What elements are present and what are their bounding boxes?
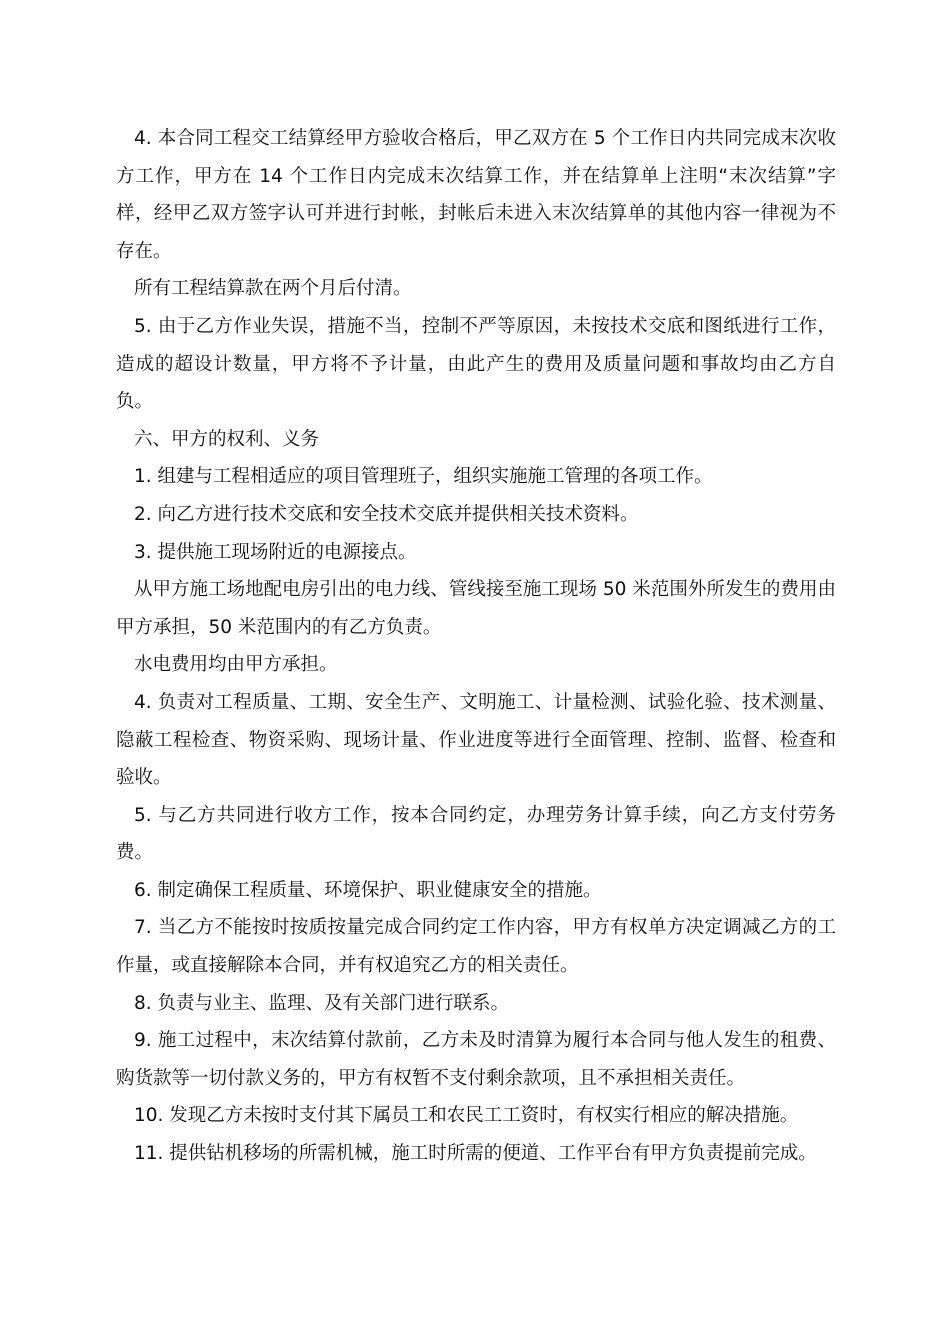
paragraph-utilities: 水电费用均由甲方承担。: [134, 654, 338, 676]
paragraph-item-7: 7. 当乙方不能按时按质按量完成合同约定工作内容，甲方有权单方决定调减乙方的工作量，或直接解除本合同，并有权追究乙方的相关责任。: [116, 917, 836, 977]
paragraph-item-3: 3. 提供施工现场附近的电源接点。: [134, 541, 417, 563]
paragraph-payment-term: 所有工程结算款在两个月后付清。: [134, 278, 412, 300]
paragraph-power-line: 从甲方施工场地配电房引出的电力线、管线接至施工现场 50 米范围外所发生的费用由甲方承担，50 米范围内的有乙方负责。: [116, 579, 836, 638]
paragraph-final-settlement: 4. 本合同工程交工结算经甲方验收合格后，甲乙双方在 5 个工作日内共同完成末次收方工作，甲方在 14 个工作日内完成末次结算工作，并在结算单上注明“末次结算”字样，经甲乙双方签字认可并进行封帐，封帐后未进入末次结算单的其他内容一律视为不存在。: [116, 128, 836, 262]
paragraph-item-4: 4. 负责对工程质量、工期、安全生产、文明施工、计量检测、试验化验、技术测量、隐蔽工程检查、物资采购、现场计量、作业进度等进行全面管理、控制、监督、检查和验收。: [116, 691, 836, 789]
paragraph-item-10: 10. 发现乙方未按时支付其下属员工和农民工工资时，有权实行相应的解决措施。: [134, 1105, 799, 1127]
paragraph-item-9: 9. 施工过程中，末次结算付款前，乙方未及时清算为履行本合同与他人发生的租费、购货款等一切付款义务的，甲方有权暂不支付剩余款项，且不承担相关责任。: [116, 1030, 836, 1089]
paragraph-item-5: 5. 与乙方共同进行收方工作，按本合同约定，办理劳务计算手续，向乙方支付劳务费。: [116, 804, 836, 864]
paragraph-item-8: 8. 负责与业主、监理、及有关部门进行联系。: [134, 992, 510, 1014]
document-body: [116, 120, 836, 1173]
paragraph-excess-quantity: 5. 由于乙方作业失误，措施不当，控制不严等原因，未按技术交底和图纸进行工作，造成的超设计数量，甲方将不予计量，由此产生的费用及质量问题和事故均由乙方自负。: [116, 315, 836, 413]
section-heading-party-a-rights: 六、甲方的权利、义务: [134, 428, 320, 450]
paragraph-item-6: 6. 制定确保工程质量、环境保护、职业健康安全的措施。: [134, 879, 602, 901]
paragraph-item-11: 11. 提供钻机移场的所需机械，施工时所需的便道、工作平台有甲方负责提前完成。: [134, 1143, 817, 1165]
paragraph-item-1: 1. 组建与工程相适应的项目管理班子，组织实施施工管理的各项工作。: [134, 466, 713, 488]
paragraph-item-2: 2. 向乙方进行技术交底和安全技术交底并提供相关技术资料。: [134, 503, 639, 525]
